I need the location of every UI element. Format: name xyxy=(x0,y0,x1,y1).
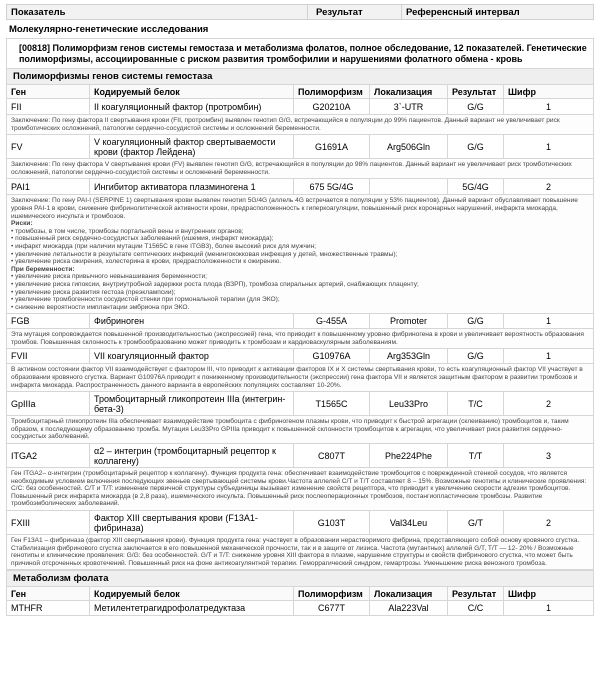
header-reference: Референсный интервал xyxy=(401,5,593,19)
folate-section-title: Метаболизм фолата xyxy=(6,570,594,587)
note-pai1-pregnancy-item: • увеличение тромбогенности сосудистой стенки при гормональной терапии (для ЭКО); xyxy=(11,296,280,304)
location: Val34Leu xyxy=(369,511,447,534)
polymorphism: G20210A xyxy=(293,99,369,114)
col-protein: Кодируемый белок xyxy=(89,85,293,98)
code: 1 xyxy=(503,135,593,158)
col-result: Результат xyxy=(447,587,503,600)
protein: Фибриноген xyxy=(89,314,293,328)
code: 2 xyxy=(503,392,593,415)
location: Promoter xyxy=(369,314,447,328)
note-pai1-intro: Заключение: По гену PAI-I (SERPINE 1) свертывания крови выявлен генотип 5G/4G (аллель 4G встречается в популяции у 53% пациентов). Данный вариант обуславливает повышение уровня PAI-1 в крови, снижение фибринолитической активности крови, предрасположенность к гиперкоагуляции, повышенный риск коронарных нарушений, инфаркта миокарда, ишемического инсульта и тромбозов. xyxy=(11,197,578,220)
report-header xyxy=(6,4,594,20)
gene: FGB xyxy=(11,316,30,327)
note-pai1 xyxy=(6,195,594,314)
gene-row-fvii xyxy=(6,349,594,364)
col-gene: Ген xyxy=(11,588,27,599)
code: 2 xyxy=(503,511,593,534)
gene: FV xyxy=(11,141,23,152)
gene-row-pai1 xyxy=(6,179,594,195)
protein: α2 – интегрин (тромбоцитарный рецептор к коллагену) xyxy=(89,444,293,467)
test-title: [00818] Полиморфизм генов системы гемостаза и метаболизма фолатов, полное обследование, 12 показателей. Генетические полиморфизмы, ассоциированные с риском развития тромбофилии и нарушениями фолатного обмена - кровь xyxy=(6,39,594,69)
result: C/C xyxy=(447,601,503,615)
protein: Метилентетрагидрофолатредуктаза xyxy=(89,601,293,615)
gene-row-gpiiia xyxy=(6,392,594,416)
location: 3`-UTR xyxy=(369,99,447,114)
polymorphism: G-455A xyxy=(293,314,369,328)
note-pai1-pregnancy-item: • увеличение риска развития гестоза (преэклампсии); xyxy=(11,288,176,296)
protein: VII коагуляционный фактор xyxy=(89,349,293,363)
col-gene: Ген xyxy=(11,86,27,97)
note-itga2: Ген ITGA2– α-интегрин (тромбоцитарный рецептор к коллагену). Функция продукта гена: обеспечивает взаимодействие тромбоцитов с поврежденной стенкой сосудов, что является необходимым условием включения последующих звеньев свертывающей системы крови.Частота аллелей C/T и T/T составляет 8 – 15%. Возможные генотипы и клинические проявления: C/C: без особенностей. C/T и T/T: изменение первичной структуры субъединицы вызывает изменение свойств рецептора, что приводит к увеличению скорости адгезии тромбоцитов. Повышенный риск инфаркта миокарда (в 2,8 раза), ишемического инсульта. Повышенный риск послеоперационных тромбозов, постангиопластические тромбозы. Развитие тромбоэмболических заболеваний. xyxy=(6,468,594,511)
code: 1 xyxy=(503,314,593,328)
folate-column-header xyxy=(6,587,594,601)
result: T/T xyxy=(447,444,503,467)
col-polymorphism: Полиморфизм xyxy=(293,85,369,98)
result: 5G/4G xyxy=(447,179,503,194)
col-protein: Кодируемый белок xyxy=(89,587,293,600)
hemostasis-section-title: Полиморфизмы генов системы гемостаза xyxy=(6,69,594,85)
code: 2 xyxy=(503,179,593,194)
col-code: Шифр xyxy=(503,85,593,98)
note-pai1-pregnancy-title: При беременности: xyxy=(11,265,75,273)
note-fvii: В активном состоянии фактор VII взаимодействует с фактором III, что приводит к активации факторов IX и X системы свертывания крови, то есть коагуляционный фактор VII участвует в образовании кровяного сгустка. Вариант G10976A приводит к пониженному производительности (экспрессии) гена фактора VII и является защитным фактором в развитии тромбозов и инфаркта миокарда. Распространенность данного варианта в европейских популяциях составляет 10-20%. xyxy=(6,364,594,392)
location: Phe224Phe xyxy=(369,444,447,467)
note-pai1-risk: • тромбозы, в том числе, тромбозы портальной вены и внутренних органов; xyxy=(11,227,244,235)
location: Leu33Pro xyxy=(369,392,447,415)
result: G/G xyxy=(447,135,503,158)
note-fgb: Эта мутация сопровождается повышенной производительностью (экспрессией) гена, что приводит к повышенному уровню фибриногена в крови и увеличивает вероятность образования тромбов. Повышенная склонность к тромбообразованию может приводить к тромбозам и кардиоваскулярным заболеваниям. xyxy=(6,329,594,349)
location: Ala223Val xyxy=(369,601,447,615)
polymorphism: G103T xyxy=(293,511,369,534)
note-pai1-pregnancy-item: • увеличение риска привычного невынашивания беременности; xyxy=(11,273,207,281)
gene-row-fxiii xyxy=(6,511,594,535)
note-gpiiia: Тромбоцитарный гликопротеин IIIa обеспечивает взаимодействие тромбоцита с фибриногеном плазмы крови, что приводит к быстрой агрегации (склеиванию) тромбоцитов и, таким образом, к последующему образованию тромба. Мутация Leu33Pro GPIIIa приводит к повышенной склонности тромбоцитов к агрегации, что увеличивает риск развития сердечно-сосудистых заболеваний. xyxy=(6,416,594,444)
gene: GpIIIa xyxy=(11,398,36,409)
result: G/G xyxy=(447,349,503,363)
note-fxiii: Ген F13A1 – фибриназа (фактор XIII свертывания крови). Функция продукта гена: участвует в образовании нерастворимого фибрина, представляющего собой основу кровяного сгустка. Стабилизация фибринового сгустка заключается в его повышенной механической прочности, так и в защите от лизиса. Частота (мутантных) аллелей G/T, T/T — 12- 20% / Возможные генотипы и клинические проявления: G/G: без особенностей. G/T и T/T: снижение уровня XIII фактора в плазме, нарушение структуры и свойств фибринового сгустка, что может быть причиной отсроченных кровотечений. Повышенный риск на фоне антикоагулянтной терапии. Геморрагический синдром, гемартрозы. Уменьшение риска венозного тромбоза. xyxy=(6,535,594,570)
col-result: Результат xyxy=(447,85,503,98)
gene: ITGA2 xyxy=(11,450,38,461)
note-pai1-risk: • увеличение летальности в результате септических инфекций (менингококковая инфекция у детей, множественные травмы); xyxy=(11,250,398,258)
protein: Фактор XIII свертывания крови (F13A1-фибриназа) xyxy=(89,511,293,534)
note-pai1-risk: • увеличение риска ожирения, холестерина в крови, предрасположенности к ожирению. xyxy=(11,258,282,266)
gene: PAI1 xyxy=(11,181,30,192)
polymorphism: C677T xyxy=(293,601,369,615)
gene: FVII xyxy=(11,351,28,362)
note-pai1-pregnancy-item: • снижение вероятности имплантации эмбриона при ЭКО. xyxy=(11,303,190,311)
note-fii: Заключение: По гену фактора II свертывания крови (FII, протромбин) выявлен генотип G/G, встречающийся в популяции до 99% пациентов. Данный вариант не увеличивает риск тромботических осложнений, патологии сердечно-сосудистой системы и осложнений беременности. xyxy=(6,115,594,135)
code: 1 xyxy=(503,601,593,615)
section-title: Молекулярно-генетические исследования xyxy=(6,20,594,39)
gene-row-mthfr xyxy=(6,601,594,616)
col-location: Локализация xyxy=(369,85,447,98)
gene-row-fv xyxy=(6,135,594,159)
gene-row-itga2 xyxy=(6,444,594,468)
note-pai1-risks-title: Риски: xyxy=(11,220,33,228)
result: G/G xyxy=(447,314,503,328)
header-result: Результат xyxy=(307,5,401,19)
note-pai1-pregnancy-item: • увеличение риска гипоксии, внутриутробной задержки роста плода (ВЗРП), тромбоза спиральных артерий, снабжающих плаценту; xyxy=(11,280,419,288)
gene: MTHFR xyxy=(11,603,43,614)
col-polymorphism: Полиморфизм xyxy=(293,587,369,600)
col-location: Локализация xyxy=(369,587,447,600)
result: G/G xyxy=(447,99,503,114)
protein: Ингибитор активатора плазминогена 1 xyxy=(89,179,293,194)
location xyxy=(369,179,447,194)
gene-row-fgb xyxy=(6,314,594,329)
gene: FII xyxy=(11,101,22,112)
note-pai1-risk: • повышенный риск сердечно-сосудистых заболеваний (ишемия, инфаркт миокарда); xyxy=(11,235,274,243)
polymorphism: C807T xyxy=(293,444,369,467)
protein: Тромбоцитарный гликопротеин IIIa (интегрин-бета-3) xyxy=(89,392,293,415)
code: 3 xyxy=(503,444,593,467)
protein: V коагуляционный фактор свертываемости крови (фактор Лейдена) xyxy=(89,135,293,158)
gene-row-fii xyxy=(6,99,594,115)
note-pai1-risk: • инфаркт миокарда (при наличии мутации T1565C в гене ITGB3), более высокий риск для мужчин; xyxy=(11,242,317,250)
polymorphism: G1691A xyxy=(293,135,369,158)
location: Arg353Gln xyxy=(369,349,447,363)
col-code: Шифр xyxy=(503,587,593,600)
location: Arg506Gln xyxy=(369,135,447,158)
header-param: Показатель xyxy=(11,6,66,18)
polymorphism: G10976A xyxy=(293,349,369,363)
protein: II коагуляционный фактор (протромбин) xyxy=(89,99,293,114)
note-fv: Заключение: По гену фактора V свертывания крови (FV) выявлен генотип G/G, встречающийся в популяции до 98% пациентов. Данный вариант не увеличивает риск тромботических осложнений, патологии сердечно-сосудистой системы и осложнений беременности. xyxy=(6,159,594,179)
polymorphism: 675 5G/4G xyxy=(293,179,369,194)
result: G/T xyxy=(447,511,503,534)
gene: FXIII xyxy=(11,517,31,528)
code: 1 xyxy=(503,349,593,363)
polymorphism: T1565C xyxy=(293,392,369,415)
code: 1 xyxy=(503,99,593,114)
result: T/C xyxy=(447,392,503,415)
hemostasis-column-header xyxy=(6,85,594,99)
